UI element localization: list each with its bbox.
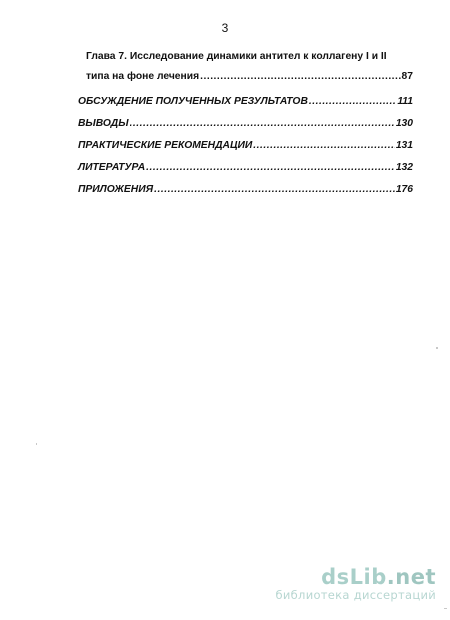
toc-page-number: 131 (395, 140, 413, 151)
toc-entry-title: ОБСУЖДЕНИЕ ПОЛУЧЕННЫХ РЕЗУЛЬТАТОВ (78, 96, 308, 107)
toc-page-number: 87 (401, 71, 413, 82)
dot-leader (146, 161, 395, 174)
dot-leader (200, 70, 400, 83)
toc-entry-appendices[interactable] (78, 183, 413, 196)
toc-entry-title: ПРАКТИЧЕСКИЕ РЕКОМЕНДАЦИИ (78, 140, 253, 151)
dslib-logo (275, 566, 436, 588)
scan-speck (36, 443, 37, 445)
toc-entry-title: ПРИЛОЖЕНИЯ (78, 184, 154, 195)
toc-entry-title: ВЫВОДЫ (78, 118, 129, 129)
dot-leader (309, 95, 396, 108)
toc-entry-title-line-2: типа на фоне лечения (86, 71, 200, 82)
toc-page-number: 130 (395, 118, 413, 129)
toc-entry-title: ЛИТЕРАТУРА (78, 162, 146, 173)
dot-leader (154, 183, 395, 196)
toc-entry-title-line-1: Глава 7. Исследование динамики антител к коллагену I и II (86, 51, 387, 62)
scan-speck (436, 347, 438, 349)
toc-entry-literature[interactable] (78, 161, 413, 174)
scan-speck (444, 608, 447, 609)
logo-main-text: dsLib (321, 565, 387, 589)
dslib-watermark[interactable] (275, 566, 436, 602)
toc-page-number: 176 (395, 184, 413, 195)
toc-entry-conclusions[interactable] (78, 117, 413, 130)
dot-leader (130, 117, 395, 130)
dot-leader (253, 139, 395, 152)
logo-suffix-text: .net (386, 565, 436, 589)
toc-page-number: 111 (397, 96, 413, 107)
toc-page-number: 132 (395, 162, 413, 173)
watermark-subtitle: библиотека диссертаций (275, 588, 436, 602)
toc-entry-discussion[interactable] (78, 95, 413, 108)
toc-entry-recommendations[interactable] (78, 139, 413, 152)
toc-entry-chapter-7[interactable] (78, 50, 413, 83)
page-number: 3 (221, 21, 229, 35)
